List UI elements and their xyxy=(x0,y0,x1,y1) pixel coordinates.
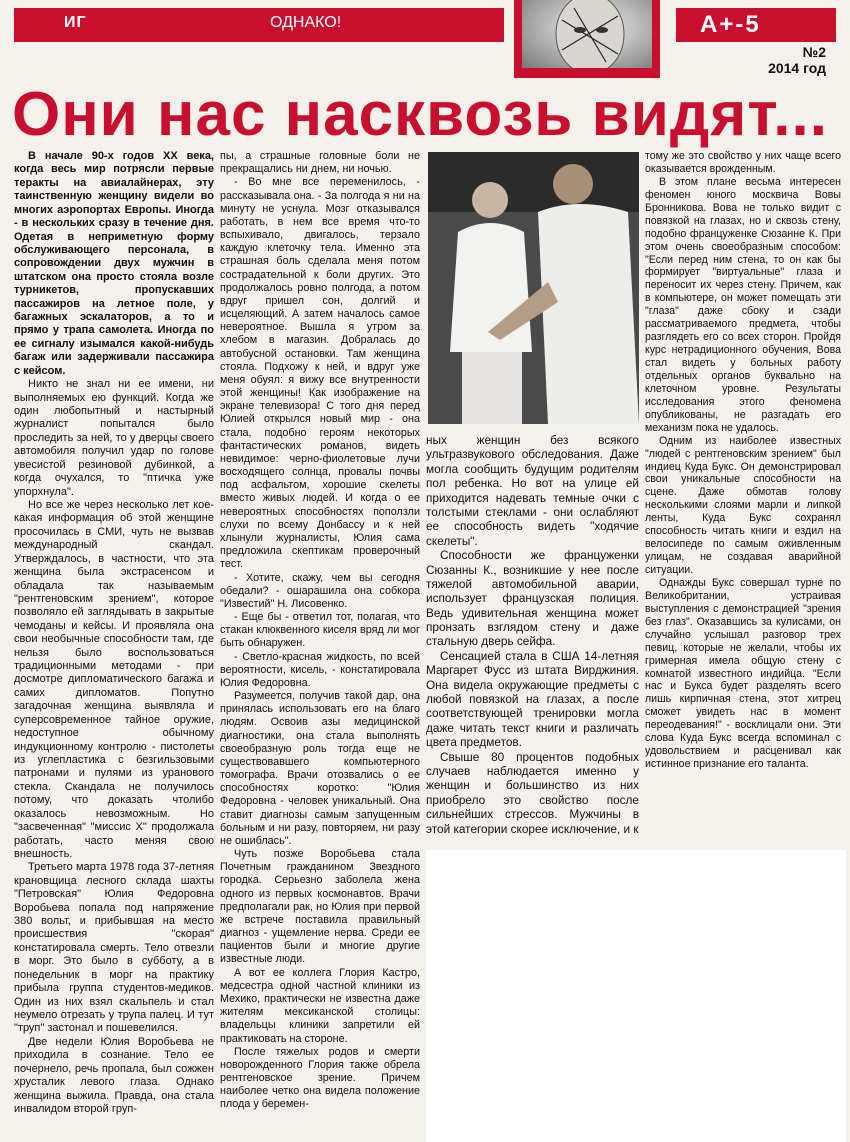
paragraph: После тяжелых родов и смерти новорожденного Глория также обрела рентгеновское зрение. Причем наиболее четко она видела положение плода у беремен- xyxy=(220,1045,420,1111)
section-label: ИГ xyxy=(64,14,87,31)
paragraph: - Светло-красная жидкость, по всей вероятности, кисель, - констатировала Юлия Федоровна. xyxy=(220,650,420,689)
blank-area xyxy=(426,850,846,1142)
paragraph: - Во мне все переменилось, - рассказывала она. - За полгода я ни на минуту не уснула. Мозг отказывался работать, в нем все время что-то вспыхивало, двигалось, терзало каждую клеточку тела. Именно эта страшная боль сделала меня потом сострадательной к боли других. Это продолжалось ровно полгода, а потом вдруг пришел сон, долгий и исцеляющий. А затем началось самое невероятное. Вышла я утром за хлебом в магазин. Добралась до автобусной остановки. Там женщина стояла. Подхожу к ней, и вдруг уже меня обуял: я вижу все внутренности этой женщины! Как изображение на экране телевизора! С того дня перед Юлией открылся новый мир - она стала, подобно героям некоторых фантастических романов, видеть невидимое: черно-фиолетовые лучи восходящего солнца, провалы почвы под асфальтом, хорошие скелеты вместо живых людей. И когда о ее невероятных способностях поползли слухи по всему Донбассу и к ней хлынули журналисты, Юлия сама предложила скептикам проверочный тест. xyxy=(220,176,420,571)
portrait-image xyxy=(522,0,652,68)
paragraph: А вот ее коллега Глория Кастро, медсестра одной частной клиники из Мехико, практически не известна даже жителям мексиканской столицы: владельцы клиники запретили ей практиковать на стороне. xyxy=(220,966,420,1045)
paragraph: В этом плане весьма интересен феномен юного москвича Вовы Бронникова. Вова не только видит с повязкой на глазах, но и сквозь стену, подобно француженке Сюзанне К. При этом очень своеобразным способом: "Если перед ним стена, то он как бы формирует "виртуальные" глаза и переносит их через стену. Причем, как в компьютере, он может помещать эти "глаза" даже сбоку и сзади рассматриваемого предмета, чтобы разглядеть его со всех сторон. Пройдя курс нетрадиционного обучения, Вова стал видеть у больных работу отдельных органов буквально на клеточном уровне. Результаты исследования этого феномена опубликованы, не разгадать его механизм пока не удалось. xyxy=(645,175,841,434)
paragraph: Две недели Юлия Воробьева не приходила в сознание. Тело ее почернело, речь пропала, был сожжен хрусталик левого глаза. Однако женщина выжила. Правда, она стала инвалидом второй груп- xyxy=(14,1035,214,1115)
paragraph: пы, а страшные головные боли не прекращались ни днем, ни ночью. xyxy=(220,150,420,176)
paragraph: тому же это свойство у них чаще всего оказывается врожденным. xyxy=(645,150,841,175)
article-photo xyxy=(428,152,639,424)
paragraph: В начале 90-х годов XX века, когда весь мир потрясли первые теракты на авиалайнерах, эту таинственную женщину видели во многих аэропортах Европы. Иногда - в нескольких сразу в течение дня. Одетая в неприметную форму обслуживающего персонала, в сопровождении двух мужчин в штатском она просто стояла возле турникетов, пропускавших пассажиров на летное поле, у багажных эскалаторов, а то и прямо у трапа самолета. Иногда по ее сигналу изымался какой-нибудь багаж или задерживали пассажира с кейсом. xyxy=(14,150,214,377)
section-title: ОДНАКО! xyxy=(270,14,342,31)
paragraph: Разумеется, получив такой дар, она принялась использовать его на благо людям. Освоив азы медицинской диагностики, она стала выполнять своеобразную роль тогда еще не существовавшего компьютерного томографа. Врачи отозвались о ее способностях коротко: "Юлия Федоровна - человек уникальный. Она ставит диагнозы самым запущенным больным и ни разу, повторяем, ни разу не ошиблась". xyxy=(220,690,420,847)
paragraph: Свыше 80 процентов подобных случаев наблюдается именно у женщин и большинство из них приобрело это свойство после сильнейших стрессов. Мужчины в этой категории скорее исключение, и к xyxy=(426,749,639,836)
paragraph: Никто не знал ни ее имени, ни выполняемых ею функций. Когда же один любопытный и настырный журналист попытался было проследить за ней, то у дверцы своего автомобиля получил удар по голове увесистой резиновой дубинкой, а когда очухался, то "птичка уже упорхнула". xyxy=(14,378,214,498)
header-band-left xyxy=(14,8,504,42)
article-column-4 xyxy=(645,150,841,780)
article-column-1 xyxy=(14,150,214,1140)
paragraph: Но все же через несколько лет кое-какая информация об этой женщине просочилась в СМИ, чуть не вызвав международный скандал. Утверждалось, в частности, что эта женщина была экстрасенсом и обладала так называемым "рентгеновским зрением", которое позволяло ей заглядывать в закрытые чемоданы и кейсы. И проявляла она свои необычные способности там, где нельзя было воспользоваться традиционными методами - при досмотре дипломатического багажа и самих дипломатов. Попутно загадочная женщина выявляла и суперсовременное тайное оружие, недоступное обычному индукционному контролю - пистолеты из углепластика с безгильзовыми патронами и пулями из уранового стекла. Скандала не получилось потому, что доказать чтолибо оказалось невозможным. Но "засвеченная" "миссис Х" продолжала работать, часто меняя свою внешность. xyxy=(14,498,214,860)
article-column-2 xyxy=(220,150,420,1140)
paragraph: Однажды Букс совершал турне по Великобритании, устраивая выступления с демонстрацией "зрения без глаз". Оказавшись за кулисами, он случайно услышал разговор трех певиц, которые не желали, чтобы их гримерная имела общую стену с комнатой известного индийца. "Если нас и Букса будет разделять всего лишь кирпичная стена, этот хитрец сможет увидеть нас в момент переодевания!" - восклицали они. Эти слова Куда Букс всегда вспоминал с удовольствием и расценивал как истинное признание его таланта. xyxy=(645,576,841,771)
rubric-label: А+-5 xyxy=(700,11,761,38)
article-headline: Они нас насквозь видят... xyxy=(12,80,828,149)
article-column-3 xyxy=(426,433,639,843)
header-band-right xyxy=(676,8,836,42)
paragraph: ных женщин без всякого ультразвукового обследования. Даже могла сообщить будущим родителям пол ребенка. Но вот на улице ей приходится надевать темные очки с толстыми стеклами - они ослабляют ее способность видеть "ходячие скелеты". xyxy=(426,433,639,548)
paragraph: Чуть позже Воробьева стала Почетным гражданином Звездного городка. Серьезно заболела жена одного из первых космонавтов. Врачи предполагали рак, но Юлия при первой же встрече поставила правильный диагноз - ущемление нерва. Среди ее пациентов были и многие другие известные люди. xyxy=(220,848,420,966)
paragraph: - Хотите, скажу, чем вы сегодня обедали? - ошарашила она собкора "Известий" Н. Лисовенко. xyxy=(220,571,420,610)
header-photo xyxy=(514,0,660,78)
paragraph: Третьего марта 1978 года 37-летняя крановщица лесного склада шахты "Петровская" Юлия Федоровна Воробьева попала под напряжение 380 вольт, и прибывшая на место происшествия "скорая" констатировала смерть. Тело отвезли в морг. Это было в субботу, а в понедельник в морг на практику прибыла группа студентов-медиков. Один из них взял скальпель и стал неумело отрезать у трупа палец. И тут "труп" застонал и пошевелился. xyxy=(14,861,214,1035)
issue-year: 2014 год xyxy=(768,60,826,76)
paragraph: Способности же француженки Сюзанны К., возникшие у нее после тяжелой автомобильной аварии, использует французская полиция. Ведь удивительная женщина может пронзать взглядом стену и даже стальную дверь сейфа. xyxy=(426,548,639,649)
paragraph: - Еще бы - ответил тот, полагая, что стакан клюквенного киселя вряд ли мог быть обнаружен. xyxy=(220,611,420,650)
paragraph: Одним из наиболее известных "людей с рентгеновским зрением" был индиец Куда Букс. Он демонстрировал свои уникальные способности на сцене. Даже обмотав голову несколькими слоями марли и липкой ленты, Куда Букс сохранял способность читать книги и ездил на велосипеде по самым оживленным улицам, не создавая аварийной ситуации. xyxy=(645,434,841,576)
issue-number: №2 xyxy=(802,44,826,60)
paragraph: Сенсацией стала в США 14-летняя Маргарет Фусс из штата Вирджиния. Она видела окружающие предметы с любой повязкой на глазах, а после соответствующей тренировки могла даже читать текст книги и различать цвета предметов. xyxy=(426,648,639,750)
issue-info xyxy=(716,44,826,76)
